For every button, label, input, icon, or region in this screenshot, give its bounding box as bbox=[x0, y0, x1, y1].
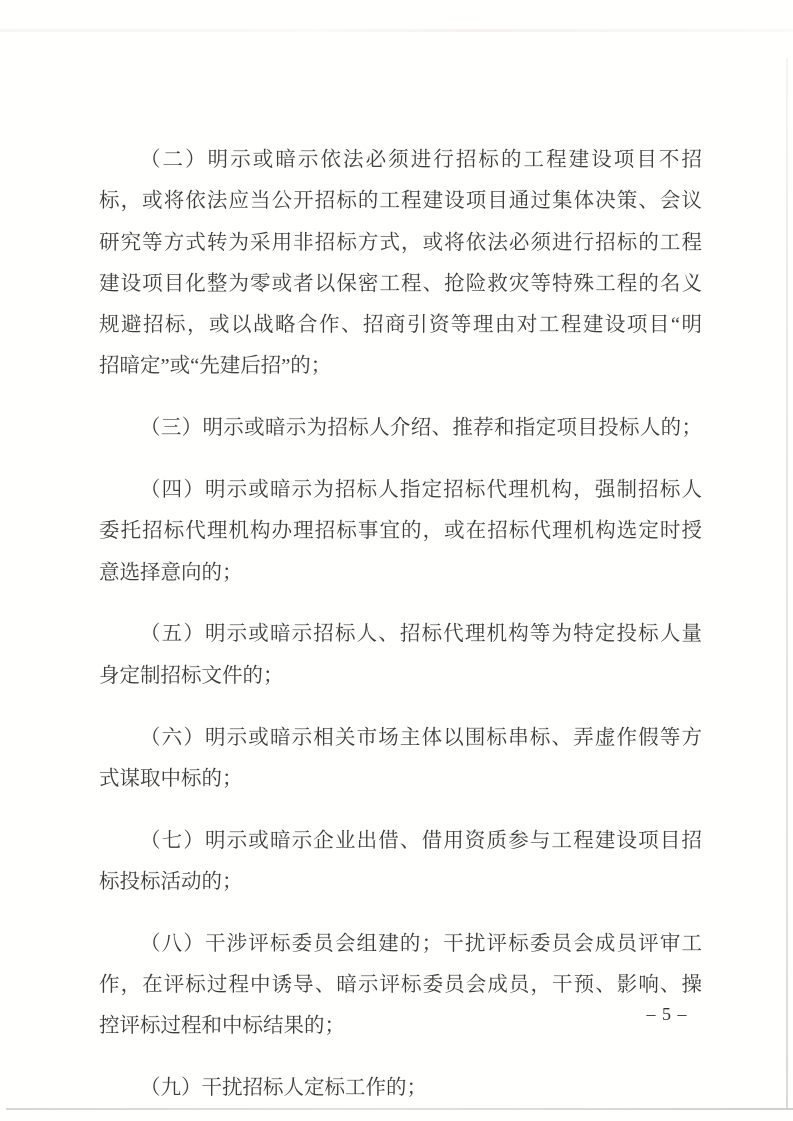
text-line: 标投标活动的； bbox=[99, 870, 243, 893]
page-number: – 5 – bbox=[646, 1004, 688, 1024]
text-line: 标，或将依法应当公开招标的工程建设项目通过集体决策、会议 bbox=[99, 190, 702, 213]
text-line: 式谋取中标的； bbox=[99, 767, 243, 790]
text-line: 研究等方式转为采用非招标方式，或将依法必须进行招标的工程 bbox=[99, 231, 702, 254]
text-line: 身定制招标文件的； bbox=[99, 664, 284, 687]
body-text bbox=[99, 140, 702, 1121]
text-line: 规避招标，或以战略合作、招商引资等理由对工程建设项目“明 bbox=[99, 314, 702, 337]
text-line: 作，在评标过程中诱导、暗示评标委员会成员，干预、影响、操 bbox=[99, 974, 702, 997]
scan-artifact-top-band bbox=[0, 29, 793, 32]
text-line: （五）明示或暗示招标人、招标代理机构等为特定投标人量 bbox=[140, 623, 702, 646]
text-line: （三）明示或暗示为招标人介绍、推荐和指定项目投标人的； bbox=[140, 417, 702, 440]
text-line: （四）明示或暗示为招标人指定招标代理机构，强制招标人 bbox=[140, 479, 702, 502]
text-line: 建设项目化整为零或者以保密工程、抢险救灾等特殊工程的名义 bbox=[99, 272, 702, 295]
text-line: 招暗定”或“先建后招”的； bbox=[99, 355, 332, 378]
scan-artifact-right-edge bbox=[786, 58, 788, 1110]
text-line: 委托招标代理机构办理招标事宜的，或在招标代理机构选定时授 bbox=[99, 520, 702, 543]
text-line: （九）干扰招标人定标工作的； bbox=[140, 1077, 427, 1100]
text-line: （七）明示或暗示企业出借、借用资质参与工程建设项目招 bbox=[140, 829, 702, 852]
text-line: 控评标过程和中标结果的； bbox=[99, 1015, 345, 1038]
text-line: 意选择意向的； bbox=[99, 561, 243, 584]
text-line: （二）明示或暗示依法必须进行招标的工程建设项目不招 bbox=[140, 149, 702, 171]
text-line: （八）干涉评标委员会组建的；干扰评标委员会成员评审工 bbox=[140, 932, 702, 955]
text-line: （六）明示或暗示相关市场主体以围标串标、弄虚作假等方 bbox=[140, 726, 702, 749]
